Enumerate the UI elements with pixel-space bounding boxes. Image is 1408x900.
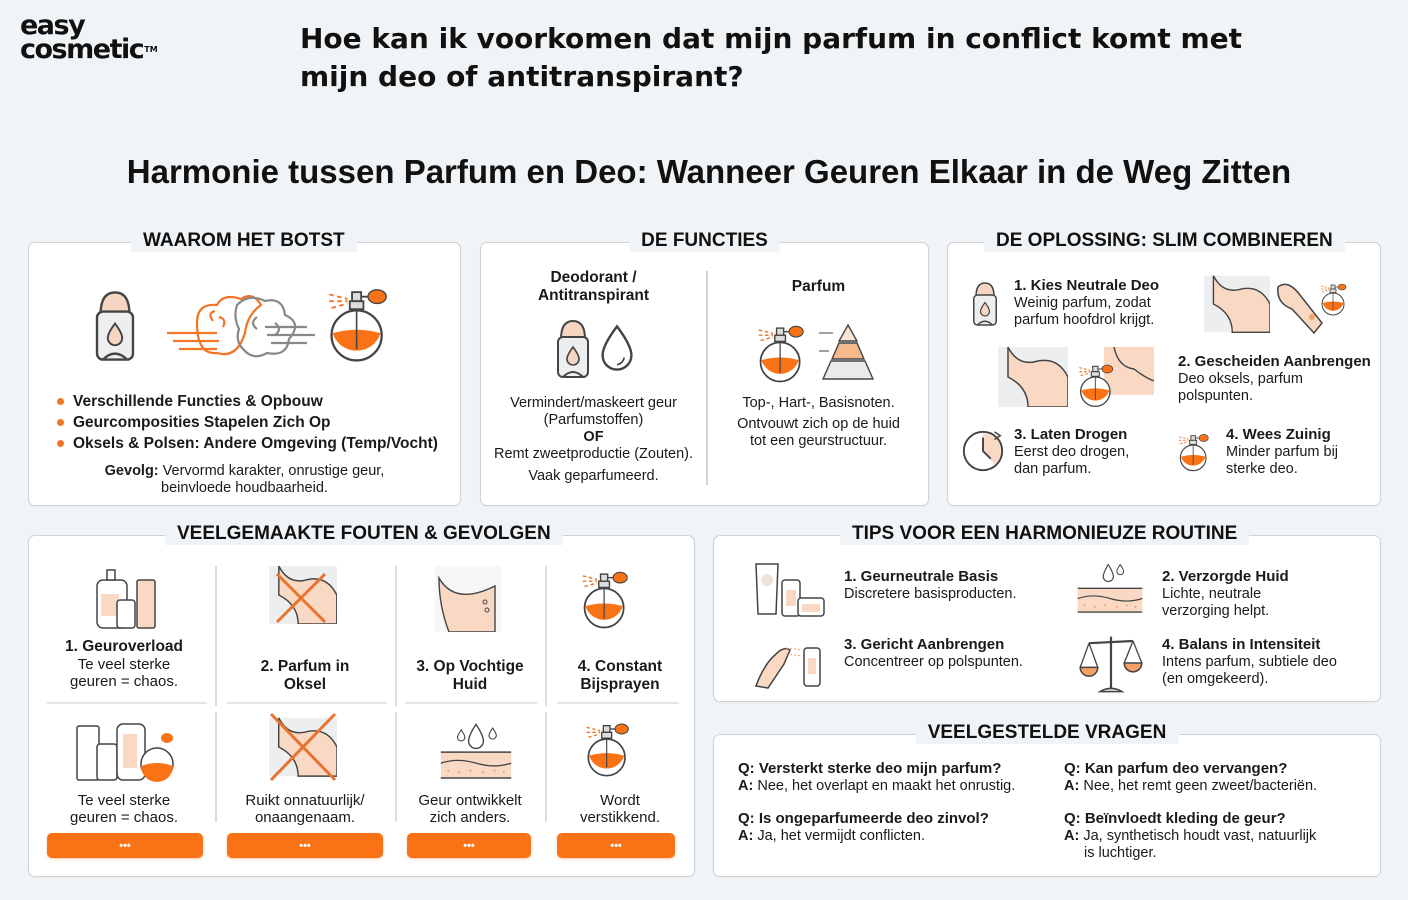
mistake-title: Oksel — [283, 676, 327, 693]
consequence-text: Te veel sterke — [77, 792, 171, 809]
armpit-deodorant-icon — [1204, 273, 1270, 335]
result-text-1: Vervormd karakter, onrustige geur, — [162, 463, 385, 479]
perfume-bottle-icon — [1178, 431, 1220, 473]
mistake-2 — [215, 658, 395, 694]
deo-heading-1: Deodorant / — [550, 269, 637, 286]
step-text: polspunten. — [1178, 388, 1253, 404]
common-mistakes-panel — [28, 523, 695, 877]
brand-line-1: easy — [20, 10, 85, 41]
fragrance-pyramid-icon — [819, 323, 877, 381]
mistake-desc: Te veel sterke — [77, 656, 171, 673]
tip-text: Discretere basisproducten. — [844, 586, 1017, 602]
deo-desc-2: (Parfumstoffen) — [543, 412, 644, 428]
deo-desc-3: Remt zweetproductie (Zouten). — [493, 446, 694, 462]
no-perfume-armpit-icon — [269, 712, 337, 782]
perfume-bottle-icon — [757, 321, 821, 385]
step-title: 3. Laten Drogen — [1014, 426, 1128, 443]
more-button[interactable]: ••• — [47, 833, 203, 858]
parfum-description — [707, 395, 930, 450]
step-title: 1. Kies Neutrale Deo — [1014, 277, 1160, 294]
deodorant-stick-icon — [553, 317, 593, 381]
step-text: Minder parfum bij — [1226, 444, 1339, 460]
trademark: TM — [144, 45, 158, 54]
perfume-spraying-icon — [585, 716, 645, 782]
mistake-3 — [395, 658, 545, 694]
step-title: 4. Wees Zuinig — [1226, 426, 1331, 443]
why-bullets — [57, 391, 438, 454]
bullet-item: Oksels & Polsen: Andere Omgeving (Temp/Vocht) — [57, 433, 438, 454]
consequence-3 — [395, 792, 545, 826]
consequence-text: Wordt — [600, 792, 640, 809]
panel-title: TIPS VOOR EEN HARMONIEUZE ROUTINE — [840, 523, 1249, 545]
tip-title: 3. Gericht Aanbrengen — [844, 636, 1005, 653]
faq-question: Q: Versterkt sterke deo mijn parfum? — [738, 760, 1002, 777]
neutral-deodorant-icon — [970, 279, 1000, 329]
more-button[interactable]: ••• — [557, 833, 675, 858]
divider — [227, 702, 387, 704]
faq-item — [1064, 810, 1316, 862]
armpit-deodorant-icon — [998, 347, 1068, 407]
parfum-desc-3: tot een geurstructuur. — [749, 433, 888, 449]
answer-label: A: — [738, 828, 754, 844]
mistake-title: 1. Geuroverload — [64, 638, 183, 655]
skin-absorption-icon — [439, 722, 513, 784]
mistake-title: Bijsprayen — [580, 676, 660, 693]
consequence-text: onaangenaam. — [254, 809, 356, 826]
panel-title: DE FUNCTIES — [629, 230, 780, 252]
mistake-1 — [29, 638, 219, 690]
tip-text: verzorging helpt. — [1162, 603, 1270, 619]
deo-desc-4: Vaak geparfumeerd. — [528, 468, 659, 484]
deodorant-stick-icon — [91, 287, 139, 365]
brand-logo — [20, 10, 158, 65]
solution-step-1 — [1014, 277, 1159, 329]
faq-answer-cont: is luchtiger. — [1084, 845, 1157, 861]
solution-step-4 — [1226, 426, 1338, 478]
faq-item — [738, 810, 989, 845]
panel-title: WAAROM HET BOTST — [131, 230, 357, 252]
tip-text: Concentreer op polspunten. — [844, 654, 1023, 670]
tip-title: 2. Verzorgde Huid — [1162, 568, 1289, 585]
solution-step-3 — [1014, 426, 1129, 478]
functions-panel — [480, 230, 929, 506]
tip-4 — [1162, 636, 1337, 688]
step-text: sterke deo. — [1226, 461, 1298, 477]
step-text: parfum hoofdrol krijgt. — [1014, 312, 1155, 328]
many-products-icon — [75, 712, 175, 784]
faq-answer: Ja, het vermijdt conflicten. — [757, 828, 925, 844]
tip-3 — [844, 636, 1023, 671]
step-text: dan parfum. — [1014, 461, 1092, 477]
consequence-text: verstikkend. — [579, 809, 661, 826]
page-question: Hoe kan ik voorkomen dat mijn parfum in conflict komt met mijn deo of antitranspirant? — [300, 22, 1243, 93]
panel-title: VEELGEMAAKTE FOUTEN & GEVOLGEN — [165, 523, 563, 545]
tip-text: Lichte, neutrale — [1162, 586, 1262, 602]
faq-question: Q: Kan parfum deo vervangen? — [1064, 760, 1288, 777]
perfume-spraying-icon — [581, 566, 645, 632]
divider — [405, 702, 537, 704]
wrist-spray-icon — [754, 634, 826, 690]
deodorant-column — [481, 269, 706, 305]
consequence-text: zich anders. — [429, 809, 511, 826]
mistake-desc: geuren = chaos. — [70, 673, 178, 690]
mistake-title: 3. Op Vochtige — [416, 658, 524, 675]
mistake-title: Huid — [452, 676, 488, 693]
answer-label: A: — [738, 778, 754, 794]
tip-title: 4. Balans in Intensiteit — [1162, 636, 1321, 653]
brand-line-2 — [20, 34, 158, 65]
result-text-2: beinvloede houdbaarheid. — [161, 480, 328, 496]
why-result — [29, 463, 460, 497]
deo-heading-2: Antitranspirant — [537, 287, 650, 304]
faq-question: Q: Beïnvloedt kleding de geur? — [1064, 810, 1286, 827]
parfum-column — [707, 278, 930, 296]
infographic-title: Harmonie tussen Parfum en Deo: Wanneer Geuren Elkaar in de Weg Zitten — [126, 153, 1292, 190]
tip-text: (en omgekeerd). — [1162, 671, 1269, 687]
perfume-bottle-icon — [327, 283, 409, 365]
tip-title: 1. Geurneutrale Basis — [844, 568, 999, 585]
answer-label: A: — [1064, 828, 1080, 844]
tip-2 — [1162, 568, 1289, 620]
scent-clouds-clash-icon — [157, 293, 317, 365]
faq-item — [738, 760, 1015, 795]
panel-title: VEELGESTELDE VRAGEN — [916, 722, 1179, 744]
base-products-icon — [754, 562, 826, 618]
tip-text: Intens parfum, subtiele deo — [1162, 654, 1337, 670]
solution-step-2 — [1178, 353, 1371, 405]
why-it-clashes-panel — [28, 230, 461, 506]
faq-item — [1064, 760, 1317, 795]
mistake-title: 4. Constant — [577, 658, 663, 675]
no-perfume-armpit-icon — [269, 566, 337, 634]
divider — [557, 702, 679, 704]
more-button[interactable]: ••• — [227, 833, 383, 858]
deo-or: OF — [583, 429, 604, 445]
sweat-drop-icon — [599, 323, 635, 373]
consequence-2 — [215, 792, 395, 826]
balance-scale-icon — [1078, 630, 1144, 696]
consequence-4 — [545, 792, 695, 826]
parfum-desc-1: Top-, Hart-, Basisnoten. — [742, 395, 895, 411]
faq-answer: Nee, het overlapt en maakt het onrustig. — [757, 778, 1016, 794]
panel-title: DE OPLOSSING: SLIM COMBINEREN — [984, 230, 1345, 252]
more-button[interactable]: ••• — [407, 833, 531, 858]
consequence-text: Geur ontwikkelt — [418, 792, 522, 809]
product-overload-icon — [93, 566, 159, 632]
skin-care-icon — [1076, 564, 1144, 616]
bullet-item: Verschillende Functies & Opbouw — [57, 391, 438, 412]
step-text: Eerst deo drogen, — [1014, 444, 1130, 460]
clock-timer-icon — [960, 428, 1006, 474]
consequence-text: Ruikt onnatuurlijk/ — [245, 792, 365, 809]
divider — [47, 702, 207, 704]
tip-1 — [844, 568, 1016, 603]
damp-skin-icon — [435, 566, 501, 632]
deo-desc-1: Vermindert/maskeert geur — [510, 395, 677, 411]
parfum-heading: Parfum — [791, 278, 846, 295]
result-label: Gevolg: — [104, 463, 159, 479]
bullet-item: Geurcomposities Stapelen Zich Op — [57, 412, 438, 433]
step-text: Deo oksels, parfum — [1178, 371, 1303, 387]
consequence-text: geuren = chaos. — [70, 809, 178, 826]
parfum-desc-2: Ontvouwt zich op de huid — [737, 416, 900, 432]
brand-name: cosmetic — [20, 34, 144, 65]
faq-answer: Nee, het remt geen zweet/bacteriën. — [1083, 778, 1318, 794]
mistake-title: 2. Parfum in — [260, 658, 350, 675]
faq-panel — [713, 722, 1381, 877]
faq-question: Q: Is ongeparfumeerde deo zinvol? — [738, 810, 989, 827]
step-text: Weinig parfum, zodat — [1014, 295, 1151, 311]
perfume-bottle-icon — [1320, 275, 1356, 323]
perfume-bottle-icon — [1078, 359, 1126, 411]
solution-panel — [947, 230, 1381, 506]
consequence-1 — [29, 792, 219, 826]
routine-tips-panel — [713, 523, 1381, 702]
mistake-4 — [545, 658, 695, 694]
step-title: 2. Gescheiden Aanbrengen — [1178, 353, 1371, 370]
answer-label: A: — [1064, 778, 1080, 794]
deodorant-description — [475, 395, 712, 485]
faq-answer: Ja, synthetisch houdt vast, natuurlijk — [1083, 828, 1317, 844]
